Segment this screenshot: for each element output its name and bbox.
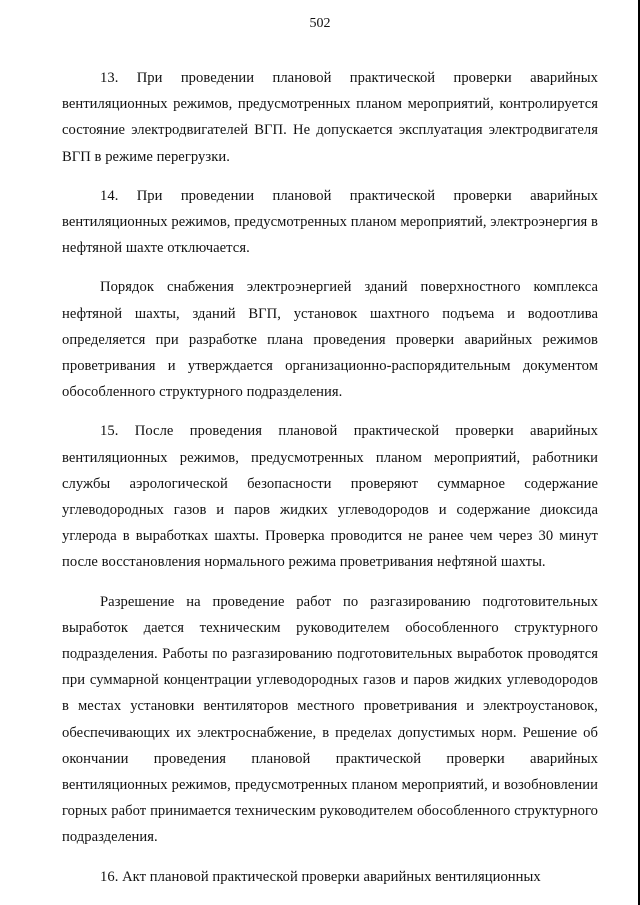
paragraph-13: 13. При проведении плановой практической проверки аварийных вентиляционных режимов, предусмотренных планом мероприятий, контролируется состояние электродвигателей ВГП. Не допускается эксплуатация электродвигателя ВГП в режиме перегрузки. <box>62 70 598 165</box>
paragraph-15: 15. После проведения плановой практической проверки аварийных вентиляционных режимов, предусмотренных планом мероприятий, работники службы аэрологической безопасности проверяют суммарное содержание углеводородных газов и паров жидких углеводородов и содержание диоксида углерода в выработках шахты. Проверка проводится не ранее чем через 30 минут после восстановления нормального режима проветривания нефтяной шахты. <box>62 423 598 571</box>
paragraph-14: 14. При проведении плановой практической проверки аварийных вентиляционных режимов, предусмотренных планом мероприятий, электроэнергия в нефтяной шахте отключается. <box>62 187 598 257</box>
document-body <box>62 65 598 903</box>
paragraph-power-supply: Порядок снабжения электроэнергией зданий поверхностного комплекса нефтяной шахты, зданий ВГП, установок шахтного подъема и водоотлива определяется при разработке плана проведения проверки аварийных режимов проветривания и утверждается организационно-распорядительным документом обособленного структурного подразделения. <box>62 279 598 401</box>
paragraph-degassing: Разрешение на проведение работ по разгазированию подготовительных выработок дается техническим руководителем обособленного структурного подразделения. Работы по разгазированию подготовительных выработок проводятся при суммарной концентрации углеводородных газов и паров жидких углеводородов в местах установки вентиляторов местного проветривания и электроустановок, обеспечивающих их электроснабжение, в пределах допустимых норм. Решение об окончании проведения плановой практической проверки аварийных вентиляционных режимов, предусмотренных планом мероприятий, и возобновлении горных работ принимается техническим руководителем обособленного структурного подразделения. <box>62 593 598 846</box>
page-number: 502 <box>309 16 331 31</box>
paragraph-16: 16. Акт плановой практической проверки аварийных вентиляционных <box>100 868 541 885</box>
